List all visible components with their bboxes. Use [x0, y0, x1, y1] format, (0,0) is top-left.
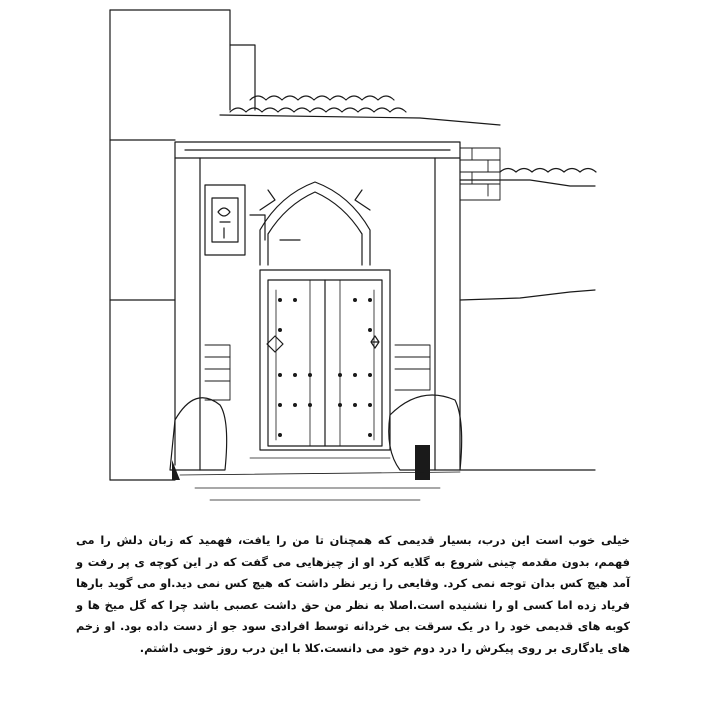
- story-caption: خیلی خوب است این درب، بسیار قدیمی که همچنان تا من را یافت، فهمید که زبان دلش را می فهمم، بدون مقدمه چینی شروع به گلایه کرد او از چیزهایی می گفت که در این کوچه ی پر رفت و آمد هیچ کس بدان توجه نمی کرد. وقایعی را زیر نظر داشت که هیچ کس نمی دید.او می گوید بارها فریاد زده اما کسی او را نشنیده است.اصلا به نظر من حق داشت عصبی باشد چرا که گل میخ ها و کوبه های قدیمی خود را در یک سرقت بی خردانه توسط افرادی سود جو از دست داده بود. او زخم های یادگاری بر روی پیکرش را درد دوم خود می دانست.کلا با این درب روز خوبی داشتم.: [76, 533, 630, 655]
- brick-patches: [205, 148, 500, 400]
- side-mounds: [170, 395, 462, 480]
- calligraphy-plaque: [205, 185, 245, 255]
- door-header-beam: [175, 142, 460, 470]
- roof-tiles: [220, 96, 596, 172]
- pointed-arch: [250, 182, 370, 265]
- wooden-double-door: [260, 270, 390, 450]
- door-sketch-illustration: [100, 0, 600, 520]
